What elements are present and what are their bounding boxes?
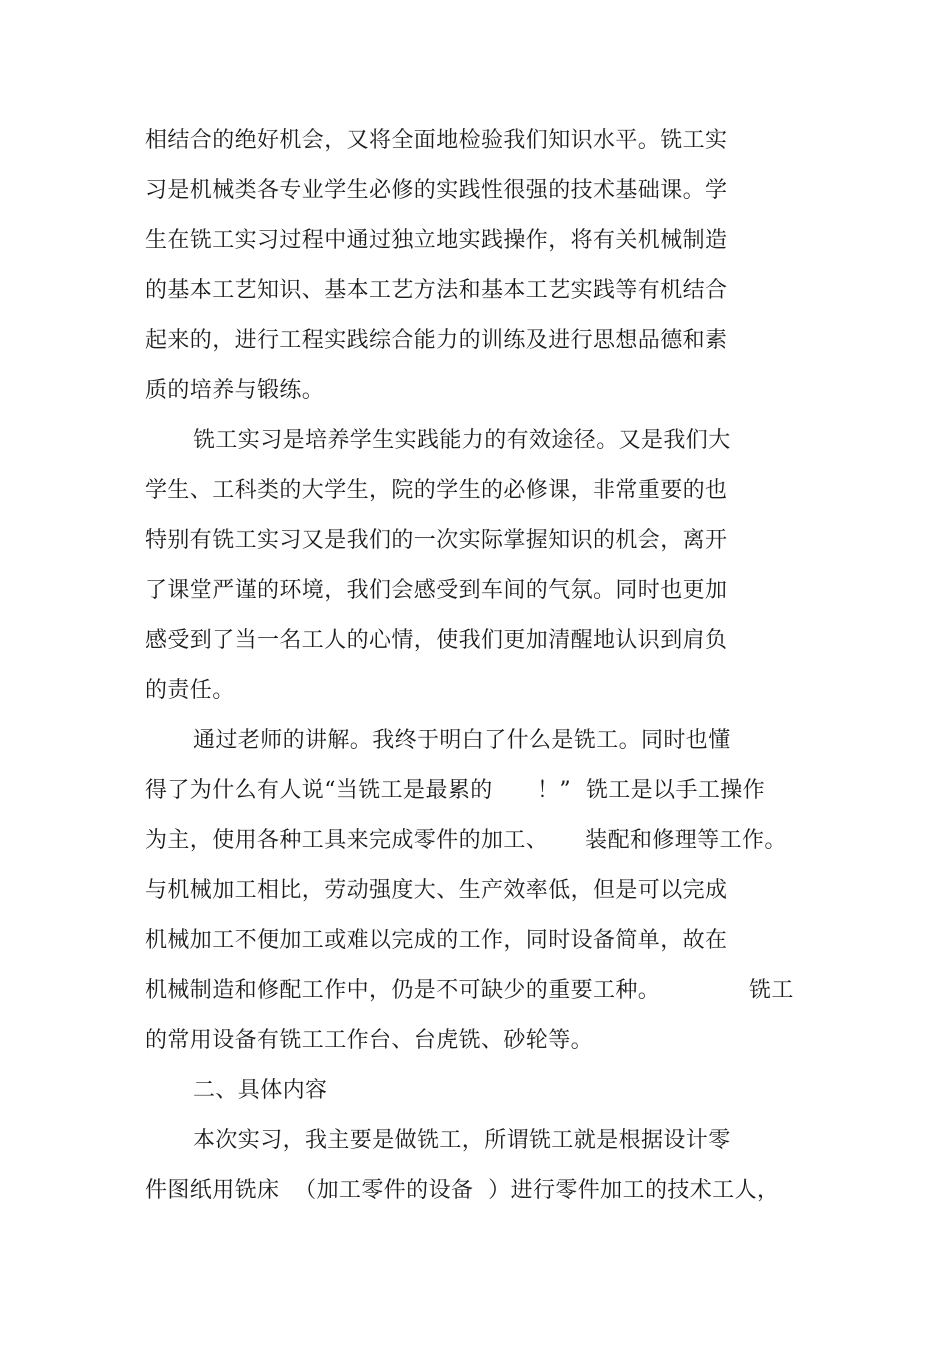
paragraph-first-line: 铣工实习是培养学生实践能力的有效途径。又是我们大 — [193, 428, 731, 453]
text-line: 机械加工不便加工或难以完成的工作，同时设备简单，故在 — [145, 928, 728, 953]
text-line: 特别有铣工实习又是我们的一次实际掌握知识的机会，离开 — [145, 528, 728, 553]
text-line: 感受到了当一名工人的心情，使我们更加清醒地认识到肩负 — [145, 628, 728, 653]
paragraph-first-line: 本次实习，我主要是做铣工，所谓铣工就是根据设计零 — [193, 1128, 731, 1153]
text-line: 起来的，进行工程实践综合能力的训练及进行思想品德和素 — [145, 328, 728, 353]
paragraph-first-line: 通过老师的讲解。我终于明白了什么是铣工。同时也懂 — [193, 728, 731, 753]
text-line: 习是机械类各专业学生必修的实践性很强的技术基础课。学 — [145, 178, 728, 203]
text-line: 了课堂严谨的环境，我们会感受到车间的气氛。同时也更加 — [145, 578, 728, 603]
text-line: 的责任。 — [145, 678, 235, 703]
text-line: 相结合的绝好机会，又将全面地检验我们知识水平。铣工实 — [145, 128, 728, 153]
text-line: 机械制造和修配工作中，仍是不可缺少的重要工种。 铣工 — [145, 978, 794, 1003]
text-line: 的常用设备有铣工工作台、台虎铣、砂轮等。 — [145, 1028, 594, 1053]
text-line: 的基本工艺知识、基本工艺方法和基本工艺实践等有机结合 — [145, 278, 728, 303]
text-line: 得了为什么有人说“当铣工是最累的 ！” 铣工是以手工操作 — [145, 778, 766, 803]
text-line: 为主，使用各种工具来完成零件的加工、 装配和修理等工作。 — [145, 828, 787, 853]
text-line: 件图纸用铣床 （加工零件的设备 ）进行零件加工的技术工人， — [145, 1178, 780, 1203]
text-line: 学生、工科类的大学生，院的学生的必修课，非常重要的也 — [145, 478, 728, 503]
text-line: 与机械加工相比，劳动强度大、生产效率低，但是可以完成 — [145, 878, 728, 903]
text-line: 生在铣工实习过程中通过独立地实践操作，将有关机械制造 — [145, 228, 728, 253]
section-heading: 二、具体内容 — [193, 1078, 328, 1103]
text-line: 质的培养与锻练。 — [145, 378, 325, 403]
